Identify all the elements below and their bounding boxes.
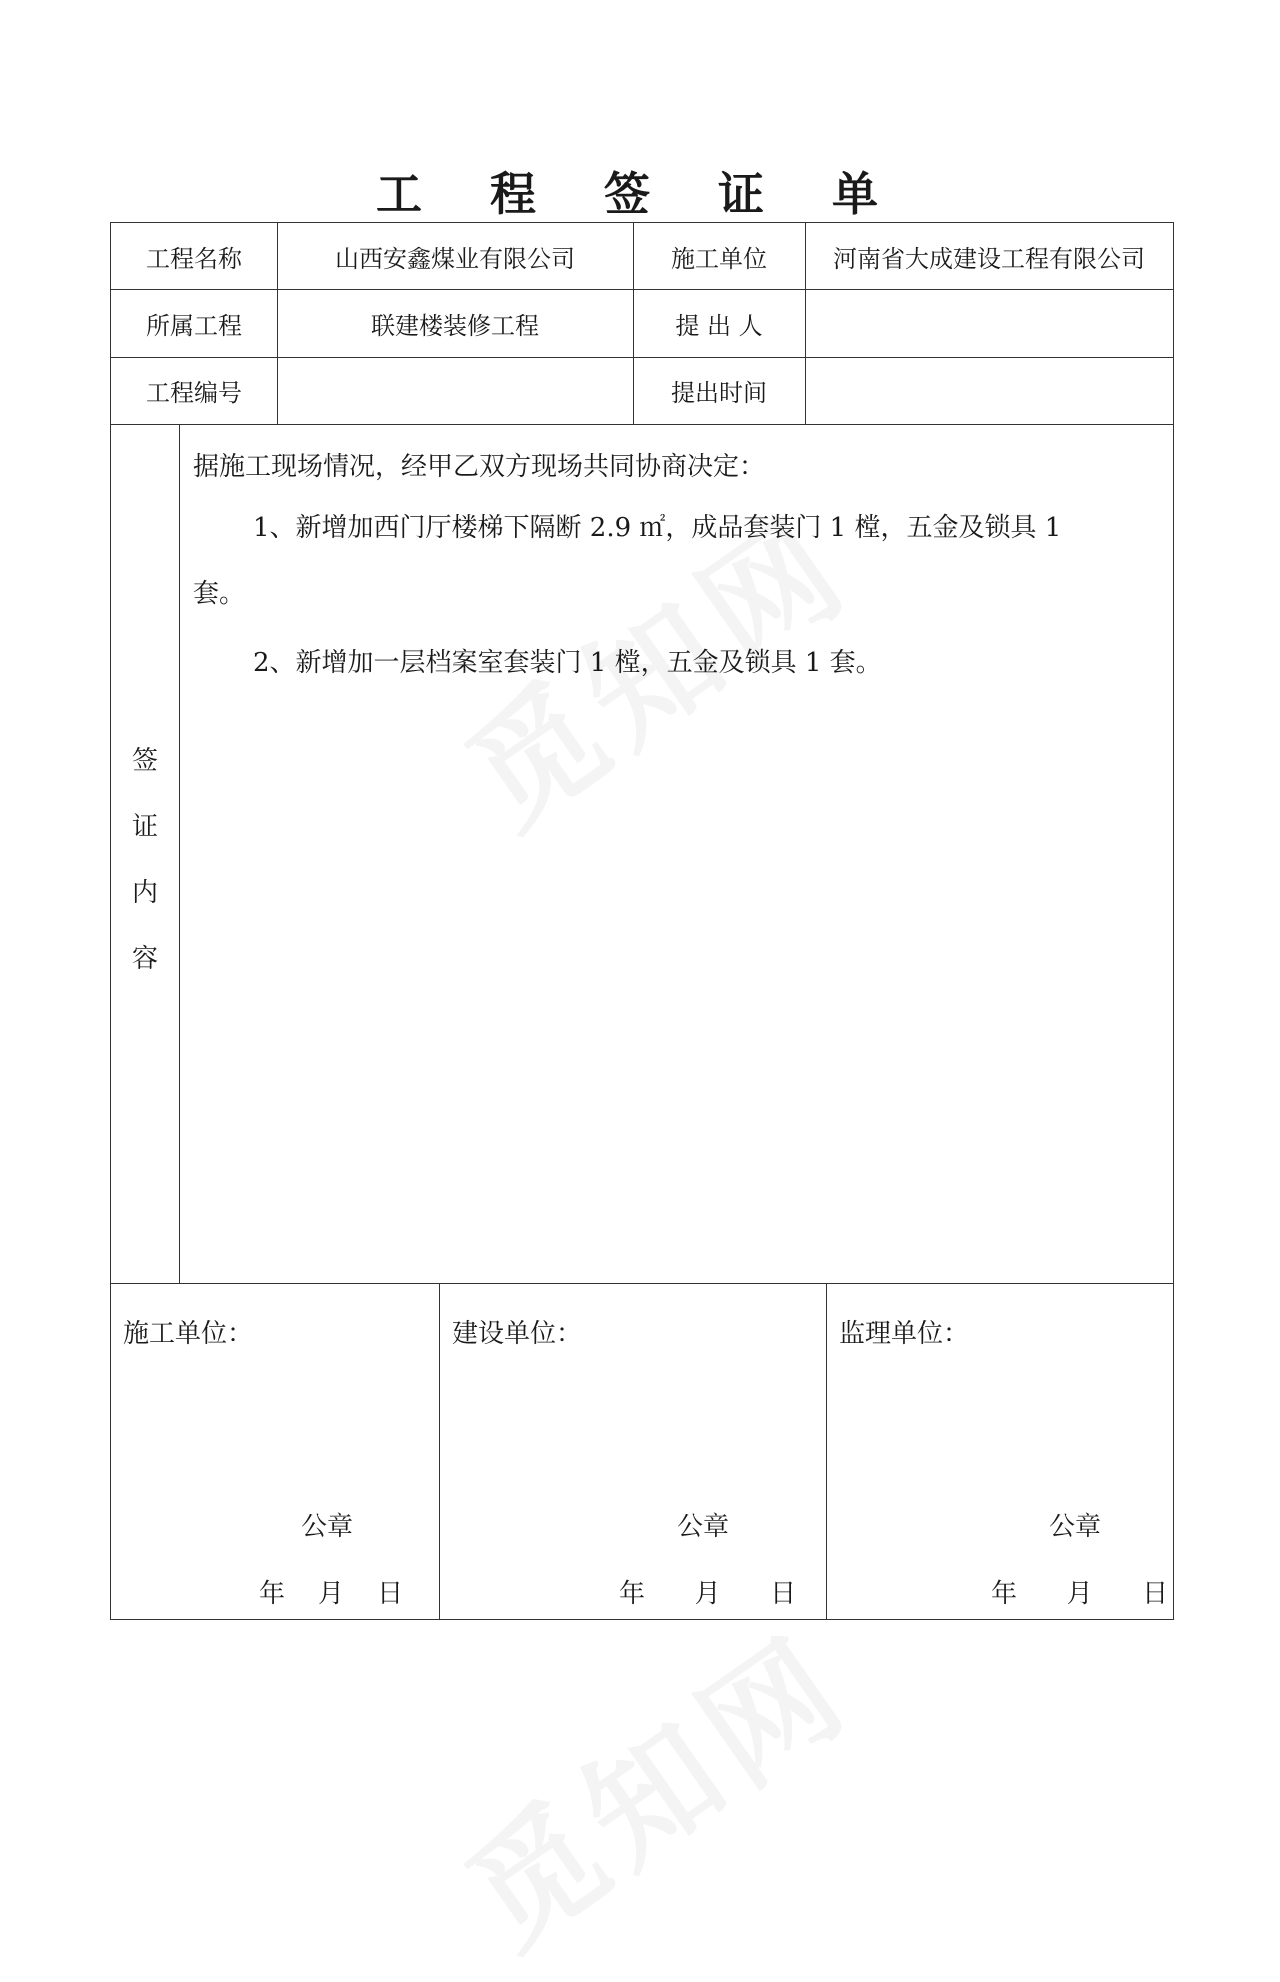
proposer-label: 提 出 人 — [675, 311, 763, 340]
owner-date-label: 年 月 日 — [619, 1579, 797, 1609]
supervisor-signature-label: 监理单位： — [839, 1319, 970, 1349]
document-title: 工 程 签 证 单 — [375, 167, 905, 221]
proposal-time-label: 提出时间 — [671, 379, 767, 407]
project-name-label: 工程名称 — [146, 244, 242, 273]
content-item-1-line2: 套。 — [193, 579, 246, 609]
side-label-char: 签 — [131, 746, 158, 776]
contractor-label: 施工单位 — [671, 244, 767, 273]
visa-content-side-label — [111, 728, 179, 992]
parent-project-value: 联建楼装修工程 — [371, 311, 539, 340]
parent-project-label: 所属工程 — [146, 311, 242, 340]
proposer-value — [805, 289, 1173, 357]
col-divider — [826, 1283, 827, 1619]
row-divider — [111, 1283, 1173, 1284]
side-label-char: 内 — [131, 878, 158, 908]
contractor-signature-label: 施工单位： — [123, 1319, 254, 1349]
watermark-text — [425, 1585, 881, 1982]
content-item-1-line1: 1、新增加西门厅楼梯下隔断 2.9 ㎡，成品套装门 1 樘，五金及锁具 1 — [253, 513, 1062, 543]
contractor-seal-label: 公章 — [301, 1512, 354, 1542]
contractor-value: 河南省大成建设工程有限公司 — [833, 244, 1145, 273]
project-no-value — [277, 357, 633, 424]
col-divider — [179, 424, 180, 1283]
supervisor-seal-label: 公章 — [1049, 1512, 1102, 1542]
owner-signature-label: 建设单位： — [452, 1319, 583, 1349]
side-label-char: 容 — [131, 944, 158, 974]
col-divider — [439, 1283, 440, 1619]
row-divider — [111, 424, 1173, 425]
side-label-char: 证 — [131, 812, 158, 842]
project-no-label: 工程编号 — [146, 379, 242, 407]
owner-seal-label: 公章 — [677, 1512, 730, 1542]
contractor-date-label: 年 月 日 — [259, 1579, 404, 1609]
content-intro: 据施工现场情况，经甲乙双方现场共同协商决定： — [193, 452, 766, 482]
visa-form-table — [110, 222, 1174, 1620]
project-name-value: 山西安鑫煤业有限公司 — [335, 244, 575, 273]
content-item-2: 2、新增加一层档案室套装门 1 樘，五金及锁具 1 套。 — [253, 648, 882, 678]
supervisor-date-label: 年 月 日 — [991, 1579, 1169, 1609]
proposal-time-value — [805, 357, 1173, 424]
